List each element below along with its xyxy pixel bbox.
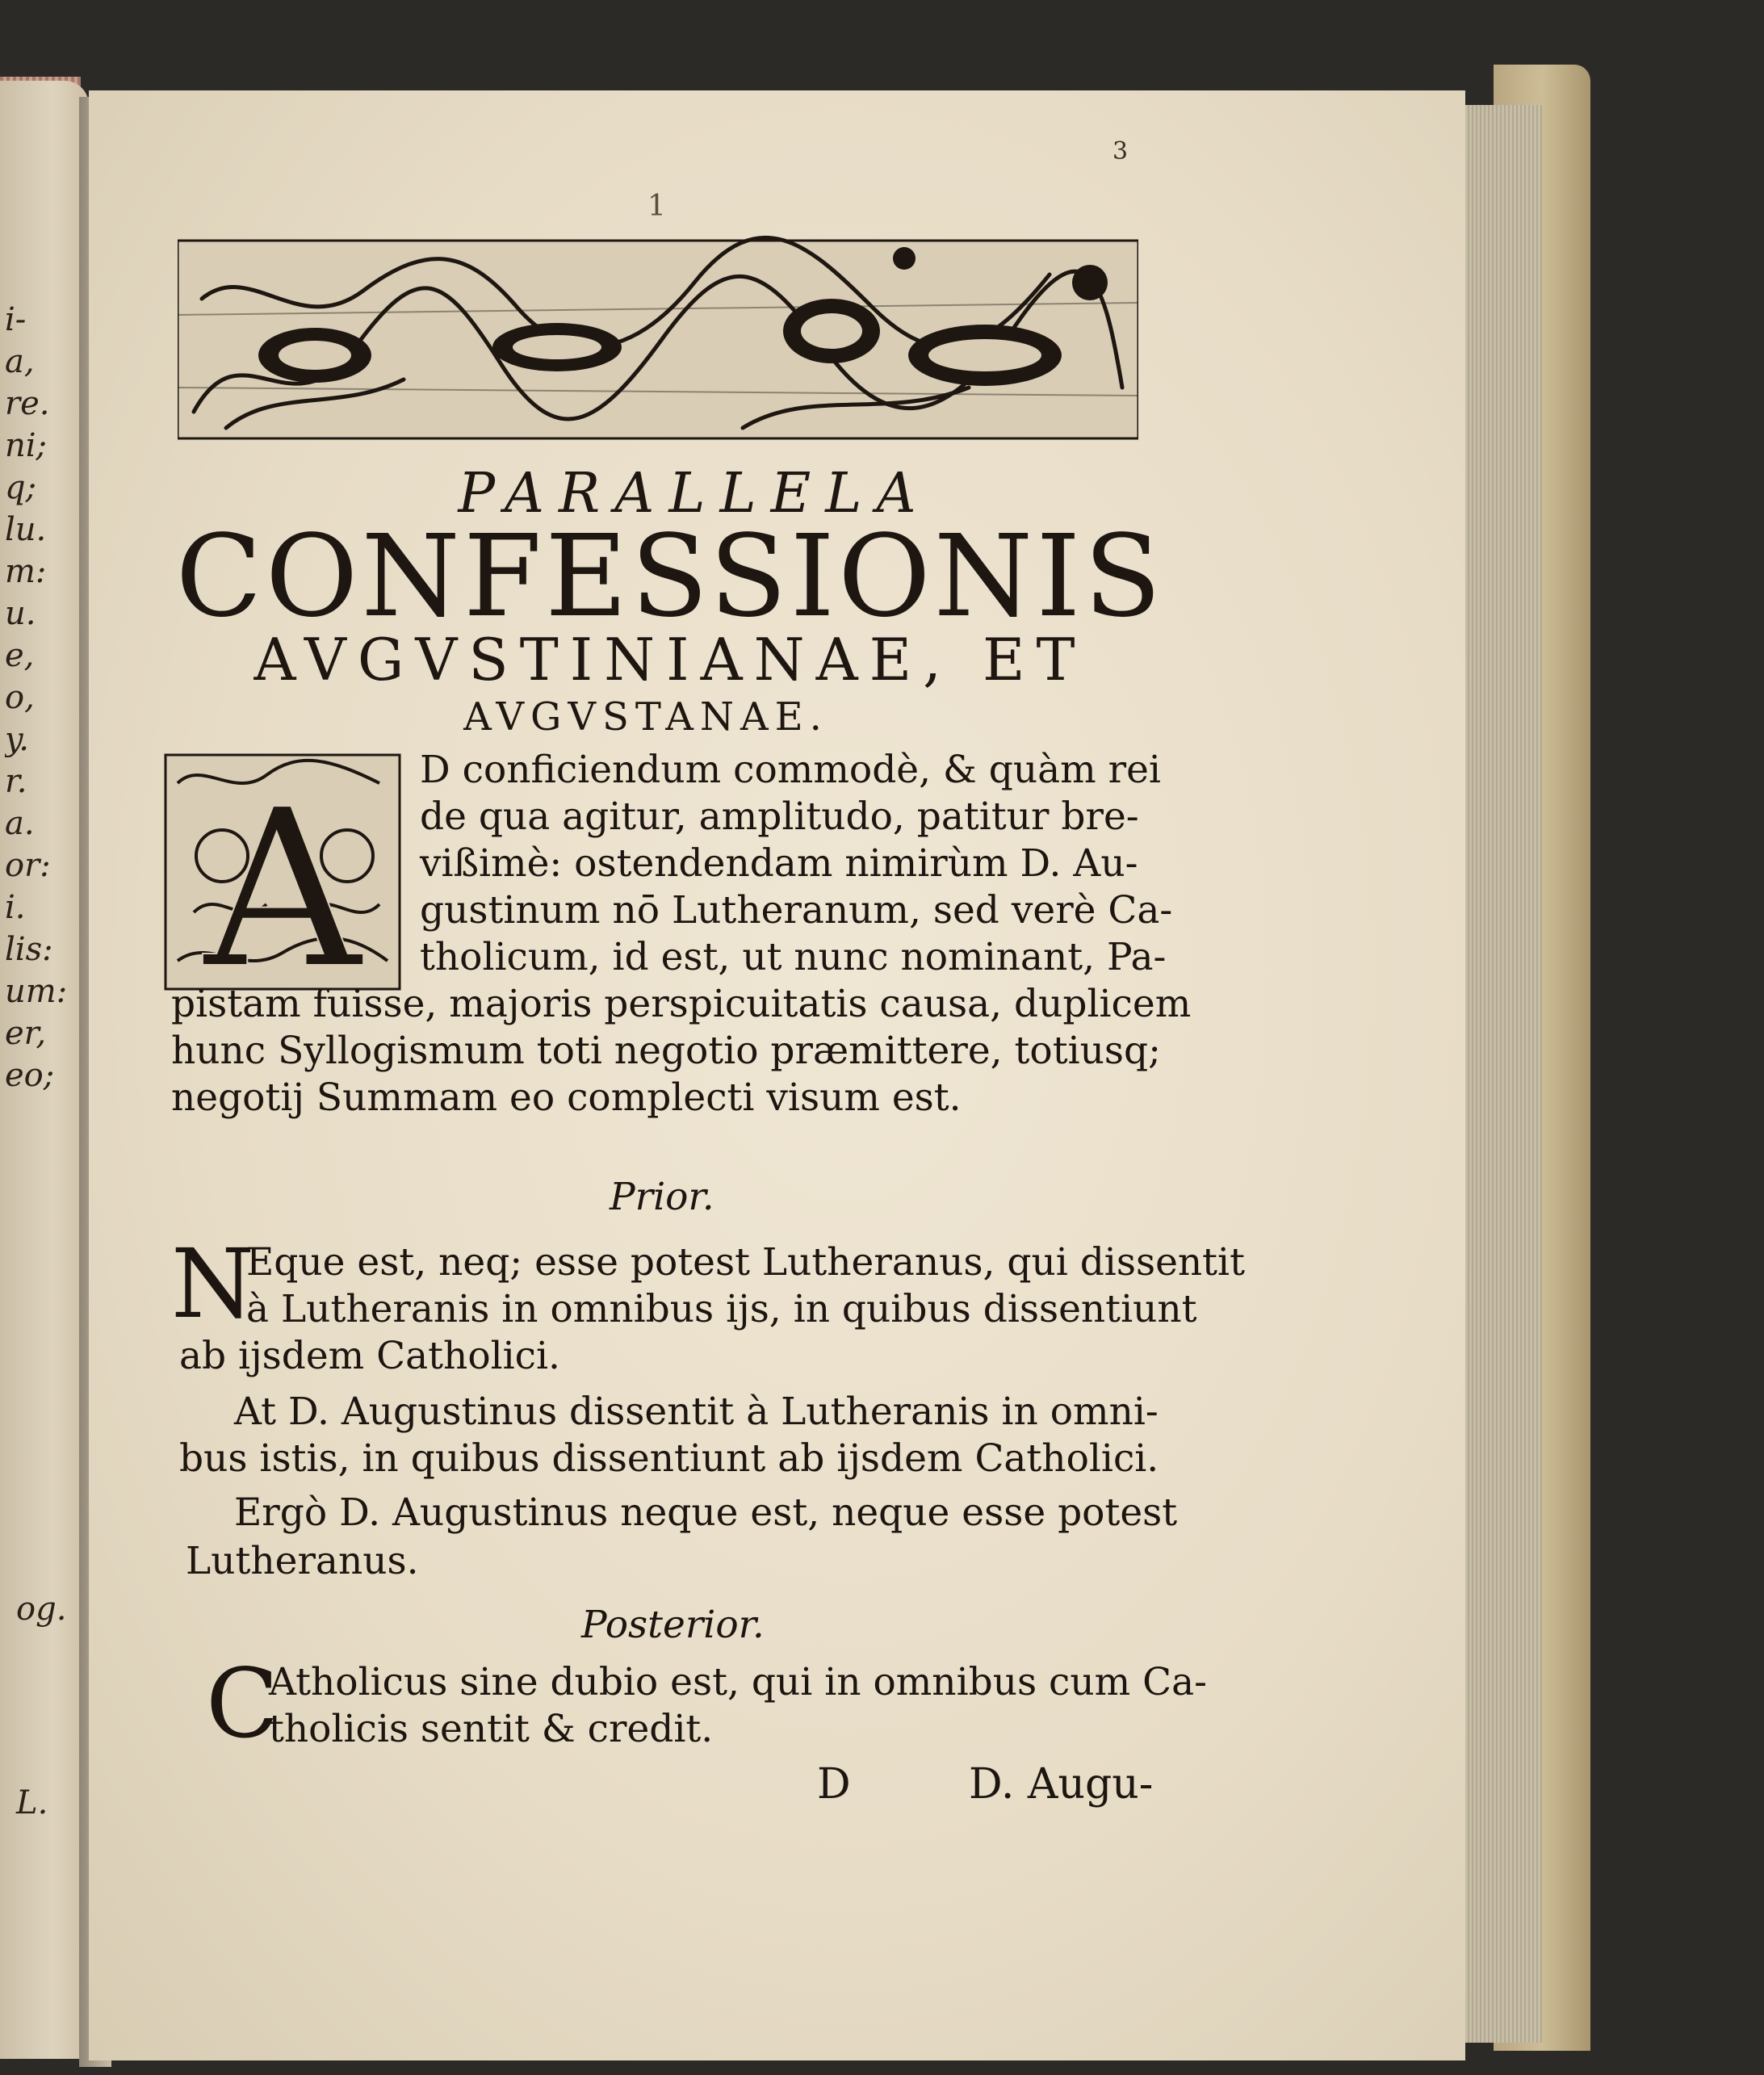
signature-letter: D — [817, 1760, 851, 1809]
intro-paragraph-body — [171, 981, 1191, 1121]
prior-major-end — [179, 1333, 560, 1380]
text-line: Ergò D. Augustinus neque est, neque esse potest — [234, 1490, 1178, 1535]
prior-conclusion-2 — [186, 1538, 419, 1585]
text-line: At D. Augustinus dissentit à Lutheranis in omni- — [234, 1390, 1159, 1434]
left-line: i- — [5, 301, 27, 338]
left-line: ni; — [5, 427, 48, 464]
title-line-3: AVGVSTINIANAE, ET — [253, 626, 1087, 694]
intro-paragraph-head — [420, 747, 1172, 981]
left-line: lu. — [5, 511, 47, 548]
left-line: o, — [5, 679, 35, 716]
posterior-capital: C — [206, 1648, 279, 1759]
page-fore-edge — [1453, 105, 1542, 2043]
left-line: um: — [5, 973, 68, 1010]
left-line: m: — [5, 553, 47, 590]
title-line-2: CONFESSIONIS — [175, 511, 1165, 643]
text-line: tholicum, id est, ut nunc nominant, Pa- — [420, 935, 1167, 979]
left-line: q; — [5, 469, 37, 506]
signature-mark: 3 — [1112, 137, 1129, 166]
text-line: gustinum nō Lutheranum, sed verè Ca- — [420, 888, 1173, 933]
text-line: ab ijsdem Catholici. — [179, 1334, 560, 1378]
folio-number: 1 — [647, 190, 666, 223]
title-line-4: AVGVSTANAE. — [463, 694, 828, 740]
text-line: bus istis, in quibus dissentiunt ab ijsdem Catholici. — [179, 1436, 1159, 1481]
heading-prior: Prior. — [610, 1175, 714, 1219]
left-page — [0, 81, 89, 2059]
left-line: a. — [5, 805, 35, 842]
left-line: y. — [5, 721, 29, 758]
text-line: D conficiendum commodè, & quàm rei — [420, 748, 1161, 792]
prior-minor-1 — [234, 1389, 1159, 1436]
woodcut-banner — [178, 226, 1138, 444]
left-line: r. — [5, 763, 27, 800]
left-line: re. — [5, 385, 50, 422]
text-line: Lutheranus. — [186, 1539, 419, 1583]
prior-major — [246, 1239, 1245, 1333]
left-line: a, — [5, 343, 35, 380]
text-line: Eque est, neq; esse potest Lutheranus, qui dissentit — [246, 1240, 1245, 1285]
text-line: de qua agitur, amplitudo, patitur bre- — [420, 794, 1139, 839]
catchword: D. Augu- — [969, 1760, 1154, 1809]
text-line: hunc Syllogismum toti negotio præmittere, totiusq; — [171, 1029, 1161, 1073]
prior-conclusion-1 — [234, 1490, 1177, 1536]
text-line: tholicis sentit & credit. — [269, 1707, 714, 1751]
left-line: lis: — [5, 931, 53, 968]
heading-posterior: Posterior. — [581, 1603, 765, 1647]
text-line: Atholicus sine dubio est, qui in omnibus cum Ca- — [269, 1660, 1207, 1704]
prior-minor-2 — [179, 1436, 1159, 1482]
posterior-text — [269, 1659, 1207, 1753]
left-line: u. — [5, 595, 36, 632]
initial-letter: A — [203, 762, 362, 993]
title-line-1: PARALLELA — [458, 462, 931, 526]
left-line: er, — [5, 1015, 47, 1052]
prior-capital: N — [171, 1228, 255, 1339]
text-line: pistam fuisse, majoris perspicuitatis causa, duplicem — [171, 982, 1192, 1026]
left-bottom-2: L. — [16, 1784, 48, 1821]
left-page-text — [5, 299, 86, 1096]
text-line: à Lutheranis in omnibus ijs, in quibus dissentiunt — [246, 1287, 1197, 1331]
left-line: or: — [5, 847, 51, 884]
text-line: vißimè: ostendendam nimirùm D. Au- — [420, 841, 1138, 886]
left-line: eo; — [5, 1057, 55, 1094]
decorated-initial — [161, 751, 404, 993]
left-line: e, — [5, 637, 35, 674]
left-line: i. — [5, 889, 26, 926]
left-bottom-1: og. — [16, 1591, 67, 1628]
text-line: negotij Summam eo complecti visum est. — [171, 1075, 962, 1120]
